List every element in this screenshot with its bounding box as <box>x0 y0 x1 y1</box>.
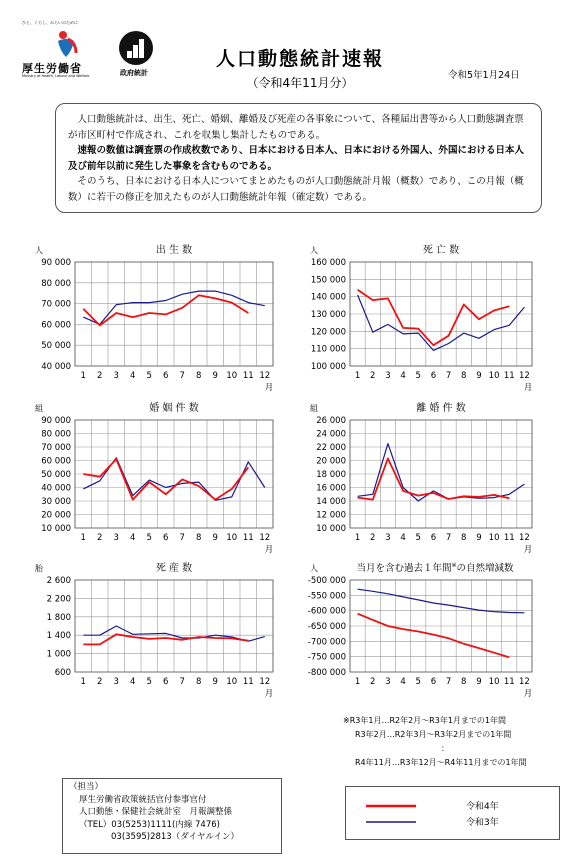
y-tick-label: -700 000 <box>307 637 346 648</box>
x-tick-label: 5 <box>146 677 152 687</box>
x-tick-label: 4 <box>400 371 406 381</box>
x-tick-label: 4 <box>130 371 136 381</box>
x-tick-label: 2 <box>370 533 376 543</box>
x-tick-label: 2 <box>370 677 376 687</box>
x-tick-label: 3 <box>385 533 391 543</box>
y-tick-label: 1 000 <box>46 649 71 660</box>
y-tick-label: 2 200 <box>46 594 71 605</box>
x-tick-label: 9 <box>476 371 482 381</box>
x-tick-label: 7 <box>445 533 452 543</box>
footnote-line: ： <box>441 744 449 753</box>
x-tick-label: 8 <box>461 533 467 543</box>
x-tick-label: 11 <box>503 677 515 687</box>
page-subtitle: （令和4年11月分） <box>246 76 354 90</box>
y-tick-label: 18 000 <box>316 470 346 480</box>
y-tick-label: 600 <box>54 668 71 678</box>
x-tick-label: 9 <box>476 677 482 687</box>
x-tick-label: 11 <box>503 371 515 381</box>
y-tick-label: 60 000 <box>41 320 71 331</box>
x-tick-label: 3 <box>385 371 391 381</box>
y-tick-label: 26 000 <box>316 416 346 426</box>
x-tick-label: 9 <box>476 533 482 543</box>
x-axis-unit: 月 <box>523 689 533 699</box>
x-tick-label: 10 <box>226 371 238 381</box>
x-tick-label: 7 <box>179 533 185 543</box>
y-tick-label: 80 000 <box>41 278 71 289</box>
y-tick-label: 1 400 <box>46 631 71 642</box>
x-tick-label: 2 <box>97 371 103 381</box>
x-tick-label: 3 <box>113 371 119 381</box>
footnote-line: R3年2月…R2年3月～R3年2月までの1年間 <box>355 730 512 739</box>
x-tick-label: 12 <box>259 677 271 687</box>
y-tick-label: 110 000 <box>310 344 346 355</box>
x-tick-label: 6 <box>430 371 437 381</box>
legend-swatch-r4 <box>366 804 416 808</box>
x-tick-label: 6 <box>430 677 437 687</box>
x-axis-unit: 月 <box>264 689 274 699</box>
y-tick-label: 30 000 <box>41 497 71 507</box>
x-tick-label: 11 <box>242 677 254 687</box>
x-tick-label: 4 <box>400 533 406 543</box>
intro-paragraph: 人口動態統計は、出生、死亡、婚姻、離婚及び死産の各事象について、各種届出書等から人口動態調査票が市区町村で作成され、これを収集し集計したものである。 <box>68 114 524 141</box>
chart-title: 婚 姻 件 数 <box>149 403 199 414</box>
y-tick-label: 10 000 <box>41 524 71 534</box>
footnote-line: R4年11月…R3年12月～R4年11月までの1年間 <box>355 758 527 767</box>
y-tick-label: 10 000 <box>316 524 346 534</box>
mhlw-tagline: ひと、くらし、みらいのために <box>22 20 78 25</box>
y-tick-label: 40 000 <box>41 362 71 372</box>
x-tick-label: 12 <box>519 371 530 381</box>
x-tick-label: 5 <box>146 533 152 543</box>
x-tick-label: 6 <box>430 533 437 543</box>
y-tick-label: 130 000 <box>310 310 346 320</box>
x-axis-unit: 月 <box>264 545 274 555</box>
x-axis-unit: 月 <box>523 383 533 393</box>
y-tick-label: 50 000 <box>41 470 71 480</box>
x-tick-label: 9 <box>212 677 218 687</box>
intro-paragraph-bold: 速報の数値は調査票の作成枚数であり、日本における日本人、日本における外国人、外国における日本人及び前年以前に発生した事象を含むものである。 <box>68 145 525 172</box>
y-tick-label: 150 000 <box>310 275 346 286</box>
contact-line: 人口動態・保健社会統計室 月報調整係 <box>79 807 233 817</box>
x-tick-label: 3 <box>113 677 119 687</box>
y-tick-label: 100 000 <box>310 362 346 372</box>
x-tick-label: 2 <box>97 533 103 543</box>
y-tick-label: -800 000 <box>307 668 346 678</box>
y-axis-unit: 胎 <box>35 564 43 573</box>
x-tick-label: 8 <box>461 677 467 687</box>
y-tick-label: -500 000 <box>307 576 346 586</box>
x-tick-label: 1 <box>80 533 86 543</box>
y-tick-label: 70 000 <box>41 443 71 453</box>
x-axis-unit: 月 <box>264 383 274 393</box>
x-tick-label: 1 <box>80 371 86 381</box>
x-tick-label: 5 <box>415 677 421 687</box>
x-tick-label: 3 <box>113 533 119 543</box>
y-tick-label: 14 000 <box>316 497 346 507</box>
x-tick-label: 12 <box>519 677 530 687</box>
x-tick-label: 5 <box>415 533 421 543</box>
chart-title-part: 当月を含む過去１年間 <box>356 563 452 574</box>
x-axis-unit: 月 <box>523 545 533 555</box>
y-tick-label: 90 000 <box>41 258 71 268</box>
y-tick-label: 160 000 <box>310 258 346 268</box>
chart-title <box>356 562 514 574</box>
mhlw-name: 厚生労働省 <box>22 62 82 75</box>
y-tick-label: 80 000 <box>41 429 71 440</box>
y-axis-unit: 人 <box>310 246 318 255</box>
x-tick-label: 12 <box>259 371 271 381</box>
x-tick-label: 1 <box>354 677 361 687</box>
y-tick-label: 20 000 <box>41 510 71 521</box>
contact-line: 厚生労働省政策統括官付参事官付 <box>79 794 207 805</box>
x-tick-label: 2 <box>370 371 376 381</box>
legend-swatch-r3 <box>366 820 416 824</box>
x-tick-label: 10 <box>488 533 500 543</box>
y-tick-label: 20 000 <box>316 456 346 467</box>
y-tick-label: 60 000 <box>41 456 71 467</box>
legend-label-r4: 令和4年 <box>466 802 499 812</box>
mhlw-english: Ministry of Health, Labour and Welfare <box>22 74 90 78</box>
y-tick-label: -650 000 <box>307 622 346 632</box>
x-tick-label: 8 <box>196 533 202 543</box>
x-tick-label: 8 <box>461 371 467 381</box>
y-axis-unit: 組 <box>310 404 318 413</box>
x-tick-label: 6 <box>163 371 169 381</box>
chart-title: 死 亡 数 <box>422 245 460 256</box>
x-tick-label: 8 <box>196 371 202 381</box>
x-tick-label: 12 <box>259 533 271 543</box>
y-axis-unit: 人 <box>35 246 43 255</box>
intro-paragraph: そのうち、日本における日本人についてまとめたものが人口動態統計月報（概数）であり、この月報（概数）に若干の修正を加えたものが人口動態統計年報（確定数）である。 <box>68 176 524 203</box>
y-tick-label: 70 000 <box>41 299 71 310</box>
y-tick-label: 16 000 <box>316 483 346 494</box>
contact-heading: （担当） <box>69 782 104 792</box>
x-tick-label: 2 <box>97 677 103 687</box>
x-tick-label: 1 <box>80 677 86 687</box>
y-tick-label: 90 000 <box>41 416 71 426</box>
x-tick-label: 5 <box>146 371 152 381</box>
x-tick-label: 10 <box>226 677 238 687</box>
x-tick-label: 11 <box>242 533 254 543</box>
chart-title-mark: ※ <box>451 562 457 569</box>
y-axis-unit: 人 <box>310 564 318 573</box>
x-tick-label: 1 <box>354 533 361 543</box>
y-tick-label: 50 000 <box>41 341 71 352</box>
publication-date: 令和5年1月24日 <box>448 70 520 81</box>
footnote-line: ※R3年1月…R2年2月～R3年1月までの1年間 <box>343 716 507 725</box>
x-tick-label: 4 <box>130 677 136 687</box>
y-tick-label: 2 600 <box>46 576 71 586</box>
page-title: 人口動態統計速報 <box>215 48 384 70</box>
x-tick-label: 7 <box>179 677 185 687</box>
y-tick-label: 22 000 <box>316 443 346 453</box>
legend-box <box>345 786 560 840</box>
x-tick-label: 1 <box>354 371 361 381</box>
y-tick-label: 12 000 <box>316 510 346 521</box>
x-tick-label: 4 <box>400 677 406 687</box>
footnote <box>343 714 583 770</box>
y-tick-label: 1 800 <box>46 612 71 623</box>
x-tick-label: 9 <box>212 533 218 543</box>
y-tick-label: -750 000 <box>307 652 346 663</box>
y-tick-label: 140 000 <box>310 292 346 303</box>
y-tick-label: -600 000 <box>307 606 346 617</box>
chart-title-part: の自然増減数 <box>456 563 514 574</box>
y-tick-label: 24 000 <box>316 429 346 440</box>
x-tick-label: 6 <box>163 533 169 543</box>
y-tick-label: 40 000 <box>41 483 71 494</box>
x-tick-label: 11 <box>503 533 515 543</box>
statistics-logo-label: 政府統計 <box>120 69 148 77</box>
chart-title: 出 生 数 <box>155 245 193 256</box>
x-tick-label: 10 <box>488 677 500 687</box>
x-tick-label: 7 <box>445 371 452 381</box>
contact-line: （TEL）03(5253)1111(内線 7476) <box>79 819 220 830</box>
y-axis-unit: 組 <box>35 404 43 413</box>
contact-box <box>62 778 282 854</box>
x-tick-label: 8 <box>196 677 202 687</box>
x-tick-label: 3 <box>385 677 391 687</box>
x-tick-label: 10 <box>226 533 238 543</box>
x-tick-label: 5 <box>415 371 421 381</box>
x-tick-label: 7 <box>445 677 452 687</box>
x-tick-label: 9 <box>212 371 218 381</box>
x-tick-label: 6 <box>163 677 169 687</box>
x-tick-label: 10 <box>488 371 500 381</box>
chart-title: 離 婚 件 数 <box>416 403 466 414</box>
x-tick-label: 4 <box>130 533 136 543</box>
x-tick-label: 7 <box>179 371 185 381</box>
x-tick-label: 12 <box>519 533 530 543</box>
chart-title: 死 産 数 <box>155 563 193 574</box>
legend-label-r3: 令和3年 <box>466 818 499 828</box>
contact-line: 03(3595)2813（ダイヤルイン） <box>111 832 240 842</box>
y-tick-label: -550 000 <box>307 591 346 602</box>
y-tick-label: 120 000 <box>310 327 346 338</box>
x-tick-label: 11 <box>242 371 254 381</box>
